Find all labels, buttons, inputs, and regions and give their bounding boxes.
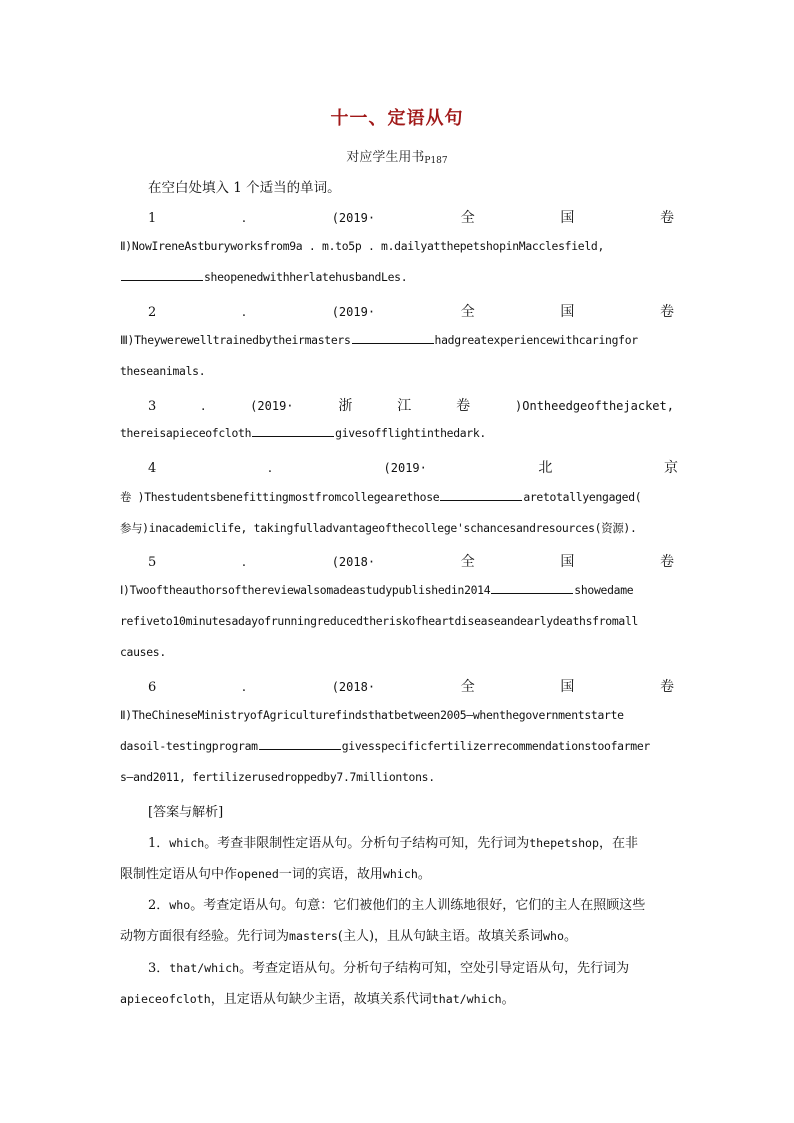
question-2-line-1 <box>120 333 673 347</box>
question-number: 6 <box>148 680 157 695</box>
question-number: 3 <box>148 399 157 414</box>
question-number: 2 <box>148 305 157 320</box>
subtitle-text: 对应学生用书 <box>346 150 425 165</box>
question-year: (2019· <box>383 461 427 475</box>
answer-1-line-2 <box>120 863 431 882</box>
answer-word: which <box>169 836 205 850</box>
question-text: )Ontheedgeofthejacket, <box>515 399 674 413</box>
question-2-line-2: theseanimals. <box>120 364 206 378</box>
question-4-line-2: 参与)inacademiclife, takingfulladvantageofthecollege'schancesandresources(资源). <box>120 521 637 535</box>
answer-text: that/which <box>431 992 502 1006</box>
question-1-header <box>148 207 674 227</box>
question-source-char: 全 <box>460 304 475 320</box>
answer-text: opened <box>237 867 279 881</box>
answer-text: 限制性定语从句中作 <box>120 867 238 882</box>
question-source-char: 卷 <box>456 398 471 414</box>
answer-text: masters <box>289 929 338 943</box>
question-2-header <box>148 301 674 321</box>
question-dot: . <box>201 399 206 414</box>
question-source-char: 国 <box>560 210 575 226</box>
question-number: 5 <box>148 555 157 570</box>
answer-text: apieceofcloth <box>120 992 211 1006</box>
answer-3-line-2 <box>120 988 515 1007</box>
answer-number: 2． <box>148 898 170 913</box>
answer-3-line-1 <box>148 957 629 976</box>
answer-blank <box>491 592 573 594</box>
question-text: sheopenedwithherlatehusbandLes. <box>204 270 408 284</box>
question-text: aretotallyengaged( <box>523 490 642 504</box>
question-text: 卷 )Thestudentsbenefittingmostfromcollegearethose <box>120 490 440 504</box>
question-source-char: 国 <box>560 304 575 320</box>
question-5-line-1 <box>120 583 673 597</box>
question-year: (2018· <box>331 680 376 694</box>
answer-blank <box>121 279 203 281</box>
answer-text: which <box>382 867 418 881</box>
answer-2-line-2 <box>120 925 577 944</box>
question-source-char: 全 <box>460 210 475 226</box>
answer-text: 一词的宾语，故用 <box>278 867 383 882</box>
answer-text: ，在非 <box>599 836 639 851</box>
answer-text: ，且定语从句缺少主语，故填关系代词 <box>210 992 432 1007</box>
answer-text: 。考查定语从句。分析句子结构可知，空处引导定语从句，先行词为 <box>239 961 630 976</box>
answer-text: 。考查非限制性定语从句。分析句子结构可知，先行词为 <box>204 836 530 851</box>
answer-text: 。 <box>564 929 578 944</box>
answer-word: that/which <box>169 961 240 975</box>
question-year: (2018· <box>331 555 376 569</box>
question-dot: . <box>241 680 247 695</box>
question-dot: . <box>267 461 272 476</box>
answer-word: who <box>169 898 191 912</box>
answer-2-line-1 <box>148 894 645 913</box>
question-text: givesspecificfertilizerrecommendationstoofarmer <box>341 739 650 753</box>
question-4-line-1 <box>120 489 673 505</box>
question-6-line-2 <box>120 739 673 753</box>
question-3-header <box>148 395 674 415</box>
question-source-char: 北 <box>538 460 553 476</box>
question-source-char: 卷 <box>659 554 674 570</box>
answer-text: thepetshop <box>529 836 600 850</box>
answer-blank <box>252 435 334 437</box>
question-text: dasoil-testingprogram <box>120 739 258 753</box>
question-year: (2019· <box>331 305 376 319</box>
question-6-line-1: Ⅱ)TheChineseMinistryofAgriculturefindsthatbetween2005—whenthegovernmentstarte <box>120 708 624 722</box>
question-6-line-3: s—and2011, fertilizerusedroppedby7.7milliontons. <box>120 770 435 784</box>
question-5-header <box>148 551 674 571</box>
question-text: thereisapieceofcloth <box>120 426 252 440</box>
question-source-char: 卷 <box>659 210 674 226</box>
question-dot: . <box>241 555 247 570</box>
question-dot: . <box>241 211 247 226</box>
question-4-header <box>148 457 678 477</box>
question-1-line-2 <box>120 270 673 284</box>
subtitle-page-ref: P187 <box>424 156 448 166</box>
question-year: (2019· <box>331 211 376 225</box>
answer-text: 动物方面很有经验。先行词为 <box>120 929 290 944</box>
page-title: 十一、定语从句 <box>330 108 464 129</box>
answer-1-line-1 <box>148 832 638 851</box>
question-source-char: 京 <box>663 460 678 476</box>
page-subtitle <box>0 146 794 166</box>
instruction: 在空白处填入 1 个适当的单词。 <box>148 180 341 196</box>
answer-blank <box>440 499 522 501</box>
question-source-char: 国 <box>560 554 575 570</box>
answer-number: 1． <box>148 836 170 851</box>
question-6-header <box>148 676 674 696</box>
answers-header: [答案与解析] <box>148 805 224 820</box>
question-source-char: 卷 <box>659 679 674 695</box>
question-dot: . <box>241 305 247 320</box>
question-text: Ⅲ)Theywerewelltrainedbytheirmasters <box>120 333 351 347</box>
question-text: showedame <box>574 583 634 597</box>
question-5-line-3: causes. <box>120 645 166 659</box>
question-source-char: 江 <box>397 398 412 414</box>
answer-text: 。考查定语从句。句意：它们被他们的主人训练地很好，它们的主人在照顾这些 <box>190 898 646 913</box>
question-source-char: 全 <box>460 679 475 695</box>
question-number: 4 <box>148 461 157 476</box>
question-1-line-1: Ⅱ)NowIreneAstburyworksfrom9a . m.to5p . m.dailyatthepetshopinMacclesfield, <box>120 239 605 253</box>
question-3-line-1 <box>120 426 673 440</box>
answer-text: who <box>543 929 564 943</box>
question-source-char: 国 <box>560 679 575 695</box>
question-text: hadgreatexperiencewithcaringfor <box>434 333 638 347</box>
question-number: 1 <box>148 211 157 226</box>
question-text: givesofflightinthedark. <box>335 426 486 440</box>
question-source-char: 浙 <box>338 398 353 414</box>
answer-number: 3． <box>148 961 170 976</box>
answer-blank <box>259 748 341 750</box>
answer-blank <box>352 342 434 344</box>
question-5-line-2: refiveto10minutesadayofrunningreducedtheriskofheartdiseaseandearlydeathsfromall <box>120 614 639 628</box>
question-source-char: 卷 <box>659 304 674 320</box>
answer-text: 。 <box>417 867 431 882</box>
question-year: (2019· <box>250 399 294 413</box>
question-source-char: 全 <box>460 554 475 570</box>
answer-text: (主人)，且从句缺主语。故填关系词 <box>337 929 544 944</box>
answer-text: 。 <box>501 992 515 1007</box>
question-text: Ⅰ)Twooftheauthorsofthereviewalsomadeastudypublishedin2014 <box>120 583 491 597</box>
